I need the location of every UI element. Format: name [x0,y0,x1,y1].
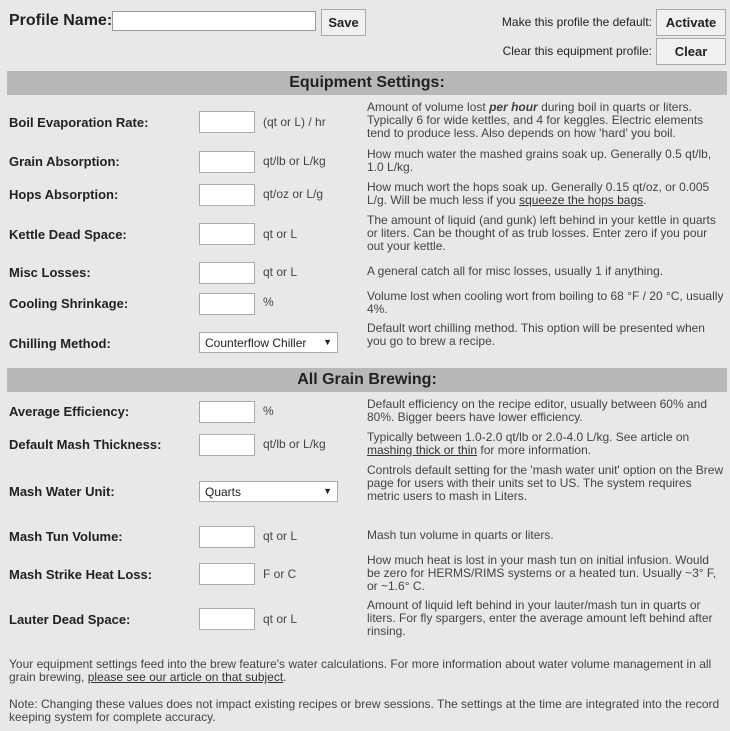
grain-absorption-unit: qt/lb or L/kg [263,154,326,168]
misc-losses-desc: A general catch all for misc losses, usually 1 if anything. [367,264,664,278]
kettle-dead-space-input[interactable] [199,223,255,245]
average-efficiency-input[interactable] [199,401,255,423]
average-efficiency-label: Average Efficiency: [9,404,130,419]
lauter-dead-space-label: Lauter Dead Space: [9,612,131,627]
record-keeping-note: Note: Changing these values does not impact existing recipes or brew sessions. The settings at the time are integrated into the record keeping system for complete accuracy. [9,697,720,724]
boil-evaporation-unit: (qt or L) / hr [263,115,326,129]
mash-water-unit-selected-value: Quarts [205,484,242,499]
cooling-shrinkage-unit: % [263,295,274,309]
activate-button[interactable]: Activate [656,9,726,36]
grain-absorption-desc: How much water the mashed grains soak up. Generally 0.5 qt/lb, 1.0 L/kg. [367,147,712,174]
mash-strike-heat-loss-input[interactable] [199,563,255,585]
misc-losses-unit: qt or L [263,265,298,279]
hops-absorption-input[interactable] [199,184,255,206]
hops-absorption-unit: qt/oz or L/g [263,187,324,201]
mash-tun-volume-label: Mash Tun Volume: [9,529,123,544]
default-profile-label: Make this profile the default: [501,15,652,29]
clear-profile-label: Clear this equipment profile: [502,44,652,58]
clear-button[interactable]: Clear [656,38,726,65]
mash-water-unit-label: Mash Water Unit: [9,484,115,499]
cooling-shrinkage-input[interactable] [199,293,255,315]
squeeze-hops-bags-link[interactable]: squeeze the hops bags [519,193,644,207]
boil-evaporation-desc: Amount of volume lost per hour during boil in quarts or liters. Typically 6 for wide kettles, and 4 for keggles. Electric elements tend to produce less. Also depends on how 'hard' you boil. [367,100,704,140]
average-efficiency-unit: % [263,404,274,418]
grain-absorption-input[interactable] [199,151,255,173]
kettle-dead-space-desc: The amount of liquid (and gunk) left behind in your kettle in quarts or liters. Can be thought of as trub losses. Enter zero if you pour out your kettle. [367,213,716,253]
equipment-settings-header: Equipment Settings: [7,71,727,95]
mash-tun-volume-desc: Mash tun volume in quarts or liters. [367,528,554,542]
mashing-thick-or-thin-link[interactable]: mashing thick or thin [367,443,478,457]
hops-absorption-label: Hops Absorption: [9,187,119,202]
water-calculations-note: Your equipment settings feed into the brew feature's water calculations. For more information about water volume management in all grain brewing, please see our article on that subject. [9,657,712,684]
default-mash-thickness-input[interactable] [199,434,255,456]
misc-losses-input[interactable] [199,262,255,284]
save-button[interactable]: Save [321,9,366,36]
chevron-down-icon: ▼ [323,486,332,496]
boil-evaporation-label: Boil Evaporation Rate: [9,115,149,130]
lauter-dead-space-desc: Amount of liquid left behind in your lauter/mash tun in quarts or liters. For fly spargers, enter the average amount left behind after rinsing. [367,598,713,638]
chilling-method-select[interactable] [199,332,338,353]
kettle-dead-space-unit: qt or L [263,227,298,241]
water-volume-article-link[interactable]: please see our article on that subject [87,670,284,684]
mash-strike-heat-loss-desc: How much heat is lost in your mash tun on initial infusion. Would be zero for HERMS/RIMS systems or a heated tun. Usually ~3° F, or ~1.6° C. [367,553,717,593]
chevron-down-icon: ▼ [323,337,332,347]
default-mash-thickness-label: Default Mash Thickness: [9,437,162,452]
cooling-shrinkage-label: Cooling Shrinkage: [9,296,129,311]
all-grain-brewing-header: All Grain Brewing: [7,368,727,392]
lauter-dead-space-input[interactable] [199,608,255,630]
hops-absorption-desc: How much wort the hops soak up. Generally 0.15 qt/oz, or 0.005 L/g. Will be much less if you squeeze the hops bags. [367,180,710,207]
chilling-method-label: Chilling Method: [9,336,111,351]
profile-name-input[interactable] [112,11,316,31]
mash-strike-heat-loss-label: Mash Strike Heat Loss: [9,567,153,582]
default-mash-thickness-unit: qt/lb or L/kg [263,437,326,451]
kettle-dead-space-label: Kettle Dead Space: [9,227,127,242]
boil-evaporation-input[interactable] [199,111,255,133]
average-efficiency-desc: Default efficiency on the recipe editor, usually between 60% and 80%. Bigger beers have lower efficiency. [367,397,707,424]
cooling-shrinkage-desc: Volume lost when cooling wort from boiling to 68 °F / 20 °C, usually 4%. [367,289,724,316]
profile-name-label: Profile Name: [9,12,113,29]
lauter-dead-space-unit: qt or L [263,612,298,626]
mash-water-unit-desc: Controls default setting for the 'mash water unit' option on the Brew page for users with their units set to US. The system requires metric users to mash in Liters. [367,463,724,503]
mash-water-unit-select[interactable] [199,481,338,502]
mash-tun-volume-unit: qt or L [263,529,298,543]
chilling-method-selected-value: Counterflow Chiller [205,335,307,350]
grain-absorption-label: Grain Absorption: [9,154,120,169]
default-mash-thickness-desc: Typically between 1.0-2.0 qt/lb or 2.0-4.0 L/kg. See article on mashing thick or thin for more information. [367,430,690,457]
misc-losses-label: Misc Losses: [9,265,91,280]
mash-tun-volume-input[interactable] [199,526,255,548]
chilling-method-desc: Default wort chilling method. This option will be presented when you go to brew a recipe. [367,321,705,348]
mash-strike-heat-loss-unit: F or C [263,567,297,581]
